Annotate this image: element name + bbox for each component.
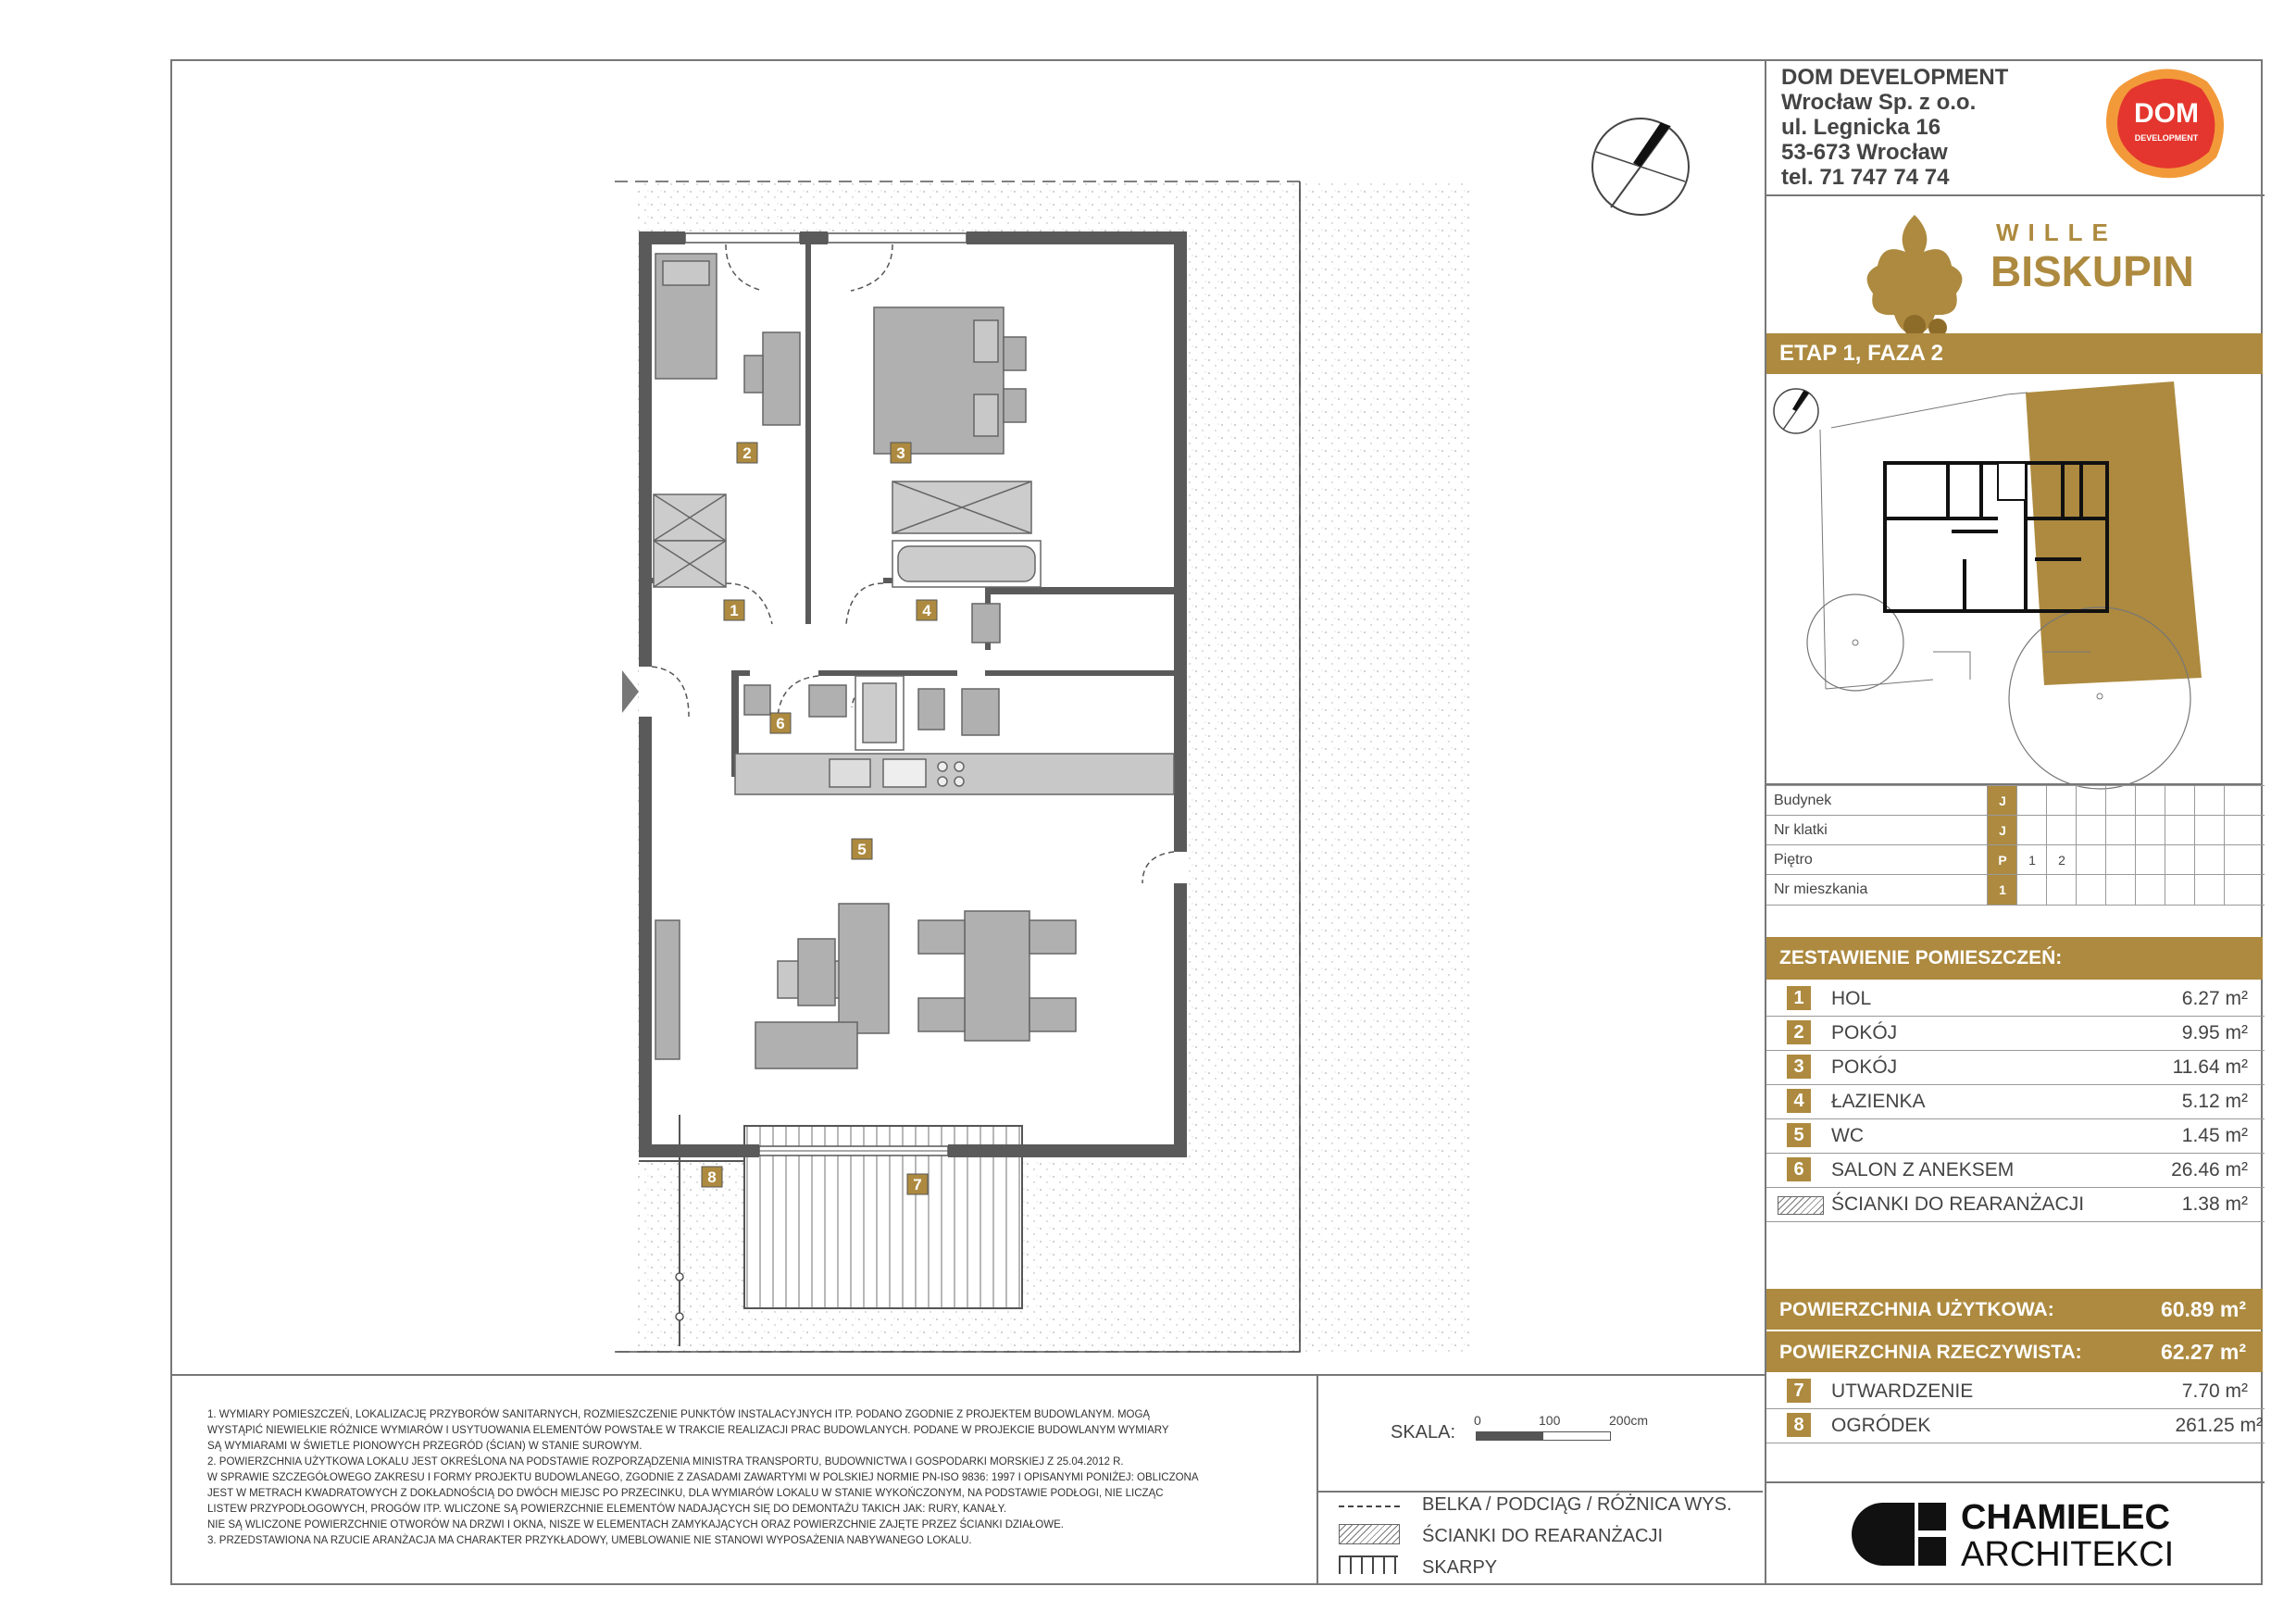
room-row-6: 6 SALON Z ANEKSEM 26.46 m² [1766, 1153, 2265, 1188]
legend-beam: BELKA / PODCIĄG / RÓŻNICA WYS. [1422, 1494, 1732, 1515]
site-plan [1766, 374, 2263, 798]
notes-area [170, 1374, 1765, 1585]
room-tag-5 [852, 839, 872, 859]
info-row-budynek: Budynek J [1766, 785, 2265, 816]
logo-text-dom: DOM [2134, 98, 2199, 129]
svg-text:8: 8 [707, 1168, 717, 1186]
company-city: 53-673 Wrocław [1781, 140, 1948, 165]
room-row-partitions: ŚCIANKI DO REARANŻACJI 1.38 m² [1766, 1187, 2265, 1222]
svg-text:3: 3 [896, 444, 905, 462]
svg-text:6: 6 [776, 715, 785, 732]
rooms-header: ZESTAWIENIE POMIESZCZEŃ: [1766, 937, 2263, 980]
outdoor-row-7: 7 UTWARDZENIE 7.70 m² [1766, 1374, 2265, 1409]
notes-text: 1. WYMIARY POMIESZCZEŃ, LOKALIZACJĘ PRZYBORÓW SANITARNYCH, ROZMIESZCZENIE PUNKTÓW INSTALACYJNYCH ITP. PODANO ZGODNIE Z PROJEKTEM BUDOWLANYM. MOGĄ WYSTĄPIĆ NIEWIELKIE RÓŻNICE WYMIARÓW I USYTUOWANIA ELEMENTÓW POWSTAŁE W TRAKCIE REALIZACJI PRAC BUDOWLANYCH. PODANE W PROJEKCIE BUDOWLANYM WYMIARY SĄ WYMIARAMI W ŚWIETLE PIONOWYCH PRZEGRÓD (ŚCIAN) W STANIE SUROWYM. 2. POWIERZCHNIA UŻYTKOWA LOKALU JEST OKREŚLONA NA PODSTAWIE ROZPORZĄDZENIA MINISTRA TRANSPORTU, BUDOWNICTWA I GOSPODARKI MORSKIEJ Z 25.04.2012 R. W SPRAWIE SZCZEGÓŁOWEGO ZAKRESU I FORMY PROJEKTU BUDOWLANEGO, ZGODNIE Z ZASADAMI ZAWARTYMI W POLSKIEJ NORMIE PN-ISO 9836: 1997 I OPISANYMI PONIŻEJ: OBLICZONA JEST W METRACH KWADRATOWYCH Z DOKŁADNOŚCIĄ DO DWÓCH MIEJSC PO PRZECINKU, DLA WYMIARÓW LOKALU W STANIE WYKOŃCZONYM, NA PODSTAWIE PODŁOGI, NIE LICZĄC LISTEW PRZYPODŁOGOWYCH, PROGÓW ITP. WLICZONE SĄ POWIERZCHNIE ELEMENTÓW NADAJĄCYCH SIĘ DO DEMONTAŻU TAKICH JAK: RURY, KANAŁY. NIE SĄ WLICZONE POWIERZCHNIE OTWORÓW NA DRZWI I OKNA, NISZE W ELEMENTACH ZAMYKAJĄCYCH ORAZ POWIERZCHNIE ZAJĘTE PRZEZ ŚCIANKI DZIAŁOWE. 3. PRZEDSTAWIONA NA RZUCIE ARANŻACJA MA CHARAKTER PRZYKŁADOWY, UMEBLOWANIE NIE STANOWI WYPOSAŻENIA NABYWANEGO LOKALU. [207, 1409, 1199, 1546]
room-tag-8 [702, 1167, 722, 1187]
svg-text:5: 5 [857, 841, 867, 858]
info-row-nr-klatki: Nr klatki J [1766, 815, 2265, 845]
chamielec-architekci-logo [1850, 1493, 2220, 1576]
room-tag-7 [907, 1174, 928, 1194]
logo-text-biskupin: BISKUPIN [1990, 247, 2194, 295]
north-compass-icon [1592, 119, 1689, 215]
floor-plan [170, 59, 1765, 1374]
info-row-nr-mieszkania: Nr mieszkania 1 [1766, 874, 2265, 906]
svg-text:2: 2 [742, 444, 752, 462]
entrance-arrow [622, 670, 639, 713]
rooms-list [1766, 981, 2265, 1259]
usable-area-row: POWIERZCHNIA UŻYTKOWA: 60.89 m² [1766, 1289, 2263, 1330]
room-row-3: 3 POKÓJ 11.64 m² [1766, 1050, 2265, 1085]
stage-banner: ETAP 1, FAZA 2 [1766, 333, 2263, 374]
outdoor-list [1766, 1374, 2265, 1448]
scale-bar [1391, 1413, 1742, 1450]
company-name: DOM DEVELOPMENT [1781, 65, 2009, 90]
room-row-2: 2 POKÓJ 9.95 m² [1766, 1016, 2265, 1051]
company-phone: tel. 71 747 74 74 [1781, 165, 1950, 190]
company-line2: Wrocław Sp. z o.o. [1781, 90, 1977, 115]
partition-legend-icon [1339, 1524, 1400, 1544]
dom-development-logo [2096, 65, 2235, 185]
scale-label: SKALA: [1391, 1422, 1456, 1443]
architect-subname: ARCHITEKCI [1961, 1535, 2175, 1574]
site-compass-icon [1774, 389, 1818, 433]
hatch-icon [1778, 1196, 1824, 1215]
info-table [1766, 783, 2263, 906]
room-row-5: 5 WC 1.45 m² [1766, 1118, 2265, 1154]
legend-partitions: ŚCIANKI DO REARANŻACJI [1422, 1526, 1664, 1546]
logo-text-wille: WILLE [1996, 219, 2117, 246]
room-tag-6 [770, 713, 791, 733]
legend-slopes: SKARPY [1422, 1557, 1498, 1578]
actual-area-row: POWIERZCHNIA RZECZYWISTA: 62.27 m² [1766, 1331, 2263, 1372]
scale-tick-0: 0 [1474, 1413, 1481, 1428]
svg-text:7: 7 [913, 1176, 922, 1193]
room-tag-1 [724, 600, 744, 620]
scale-tick-100: 100 [1539, 1413, 1561, 1428]
room-row-4: 4 ŁAZIENKA 5.12 m² [1766, 1084, 2265, 1119]
beam-legend-icon [1339, 1505, 1400, 1507]
room-tag-2 [737, 443, 757, 463]
outdoor-row-8: 8 OGRÓDEK 261.25 m² [1766, 1408, 2265, 1443]
svg-text:4: 4 [922, 602, 931, 619]
info-row-pietro: Piętro P 1 2 [1766, 844, 2265, 875]
room-tag-4 [917, 600, 937, 620]
slope-legend-icon [1339, 1555, 1398, 1574]
scale-tick-200: 200cm [1609, 1413, 1649, 1428]
room-tag-3 [891, 443, 911, 463]
svg-text:1: 1 [730, 602, 739, 619]
sidebar [1765, 59, 2263, 1585]
company-street: ul. Legnicka 16 [1781, 115, 1941, 140]
room-row-1: 1 HOL 6.27 m² [1766, 981, 2265, 1017]
architect-name: CHAMIELEC [1961, 1498, 2170, 1537]
logo-text-development: DEVELOPMENT [2134, 133, 2199, 143]
architect-mark-icon [1850, 1500, 1952, 1568]
